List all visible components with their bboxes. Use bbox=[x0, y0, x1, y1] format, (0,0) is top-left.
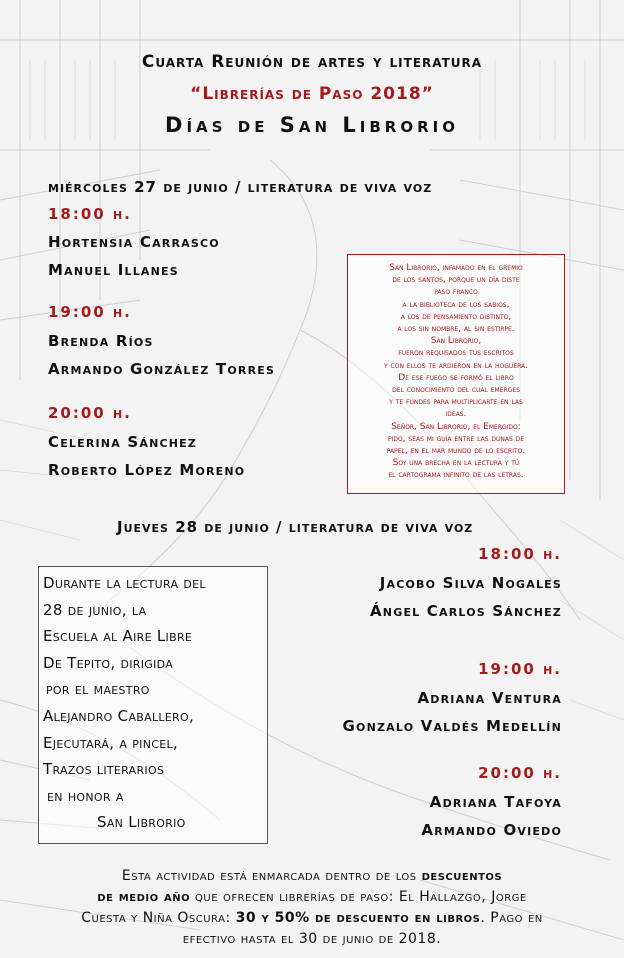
day2-slot1-time: 18:00 h. bbox=[478, 545, 562, 563]
day2-title: Jueves 28 de junio / literatura de viva voz bbox=[117, 518, 474, 536]
poem-line: el cartograma infinito de las letras. bbox=[388, 470, 524, 481]
poem-line: Soy una brecha en la lectura y tú bbox=[392, 458, 520, 469]
poem-line: Señor, San Librorio, el Emergido: bbox=[391, 421, 521, 432]
footer-line-2 bbox=[0, 887, 624, 908]
footer-emphasis: descuentos bbox=[421, 868, 503, 884]
note-line: San Librorio bbox=[97, 813, 186, 832]
poem-line: ideas. bbox=[445, 409, 467, 420]
poem-line: a los de pensamiento distinto, bbox=[400, 311, 512, 322]
day1-slot1-name2: Manuel Illanes bbox=[48, 261, 179, 279]
header-line-3: Días de San Librorio bbox=[165, 113, 459, 137]
footer-line-4: efectivo hasta el 30 de junio de 2018. bbox=[182, 931, 442, 947]
day1-slot3-time: 20:00 h. bbox=[48, 404, 132, 422]
footer-line-3 bbox=[0, 908, 624, 929]
day1-slot3-name1: Celerina Sánchez bbox=[48, 433, 198, 451]
footer-text: Esta actividad está enmarcada dentro de los bbox=[121, 868, 422, 884]
day1-title: miércoles 27 de junio / literatura de viva voz bbox=[48, 178, 433, 196]
note-box bbox=[38, 566, 268, 844]
note-line: Durante la lectura del bbox=[43, 574, 206, 592]
footer-text: Cuesta y Niña Oscura: bbox=[81, 910, 236, 926]
note-line: en honor a bbox=[47, 786, 124, 805]
footer-note bbox=[0, 866, 624, 950]
poem-line: De ese fuego se formó el libro bbox=[398, 372, 514, 383]
day1-slot1-name1: Hortensia Carrasco bbox=[48, 233, 220, 251]
poem-line: y con ellos te ardieron en la hoguera. bbox=[384, 360, 528, 371]
poem-line: San Librorio, bbox=[430, 336, 482, 347]
poem-line: fueron requisados tus escritos bbox=[398, 348, 514, 359]
day1-slot3-name2: Roberto López Moreno bbox=[48, 461, 246, 479]
day2-slot3-name2: Armando Oviedo bbox=[421, 821, 562, 839]
poem-line: a los sin nombre, al sin estirpe. bbox=[397, 324, 515, 335]
note-line: Ejecutará, a pincel, bbox=[43, 733, 178, 752]
day2-slot2-time: 19:00 h. bbox=[478, 660, 562, 678]
poem-line: papel, en el mar mundo de lo escrito. bbox=[386, 446, 526, 457]
header-line-1: Cuarta Reunión de artes y literatura bbox=[141, 52, 483, 72]
poem-line: y te fundes para multiplicarte en las bbox=[389, 397, 523, 408]
day2-slot1-name1: Jacobo Silva Nogales bbox=[379, 574, 562, 592]
footer-text: que ofrecen librerías de paso: El Hallazgo, Jorge bbox=[190, 889, 527, 905]
day1-slot2-time: 19:00 h. bbox=[48, 303, 132, 321]
note-line: Trazos literarios bbox=[43, 760, 165, 779]
day2-slot3-time: 20:00 h. bbox=[478, 764, 562, 782]
day1-slot1-time: 18:00 h. bbox=[48, 205, 132, 223]
day1-slot2-name2: Armando González Torres bbox=[48, 360, 276, 378]
day2-slot2-name1: Adriana Ventura bbox=[417, 689, 562, 707]
day2-slot1-name2: Ángel Carlos Sánchez bbox=[370, 602, 562, 620]
poem-line: San Librorio, infamado en el gremio bbox=[389, 263, 523, 273]
note-line: por el maestro bbox=[46, 680, 150, 699]
footer-line-1 bbox=[0, 866, 624, 887]
header-line-2: “Librerías de Paso 2018” bbox=[190, 84, 434, 104]
poem-line: de los santos, porque un día diste bbox=[392, 275, 520, 286]
footer-text: . Pago en bbox=[480, 910, 543, 926]
poem-line: del conocimiento del cual emerges bbox=[392, 385, 520, 396]
note-line: De Tepito, dirigida bbox=[43, 653, 174, 672]
note-line: 28 de junio, la bbox=[43, 600, 147, 619]
footer-emphasis: 30 y 50% de descuento en libros bbox=[235, 910, 481, 926]
day2-slot3-name1: Adriana Tafoya bbox=[429, 793, 562, 811]
poem-line: a la biblioteca de los sabios, bbox=[402, 299, 510, 310]
poem-line: pido, seas mi guía entre las dunas de bbox=[387, 433, 525, 444]
poem-line: paso franco bbox=[434, 287, 478, 298]
footer-emphasis: de medio año bbox=[97, 889, 191, 905]
note-line: Alejandro Caballero, bbox=[43, 706, 195, 725]
poem-box bbox=[347, 254, 565, 494]
note-line: Escuela al Aire Libre bbox=[43, 627, 193, 646]
day2-slot2-name2: Gonzalo Valdés Medellín bbox=[342, 717, 562, 735]
day1-slot2-name1: Brenda Ríos bbox=[48, 332, 154, 350]
